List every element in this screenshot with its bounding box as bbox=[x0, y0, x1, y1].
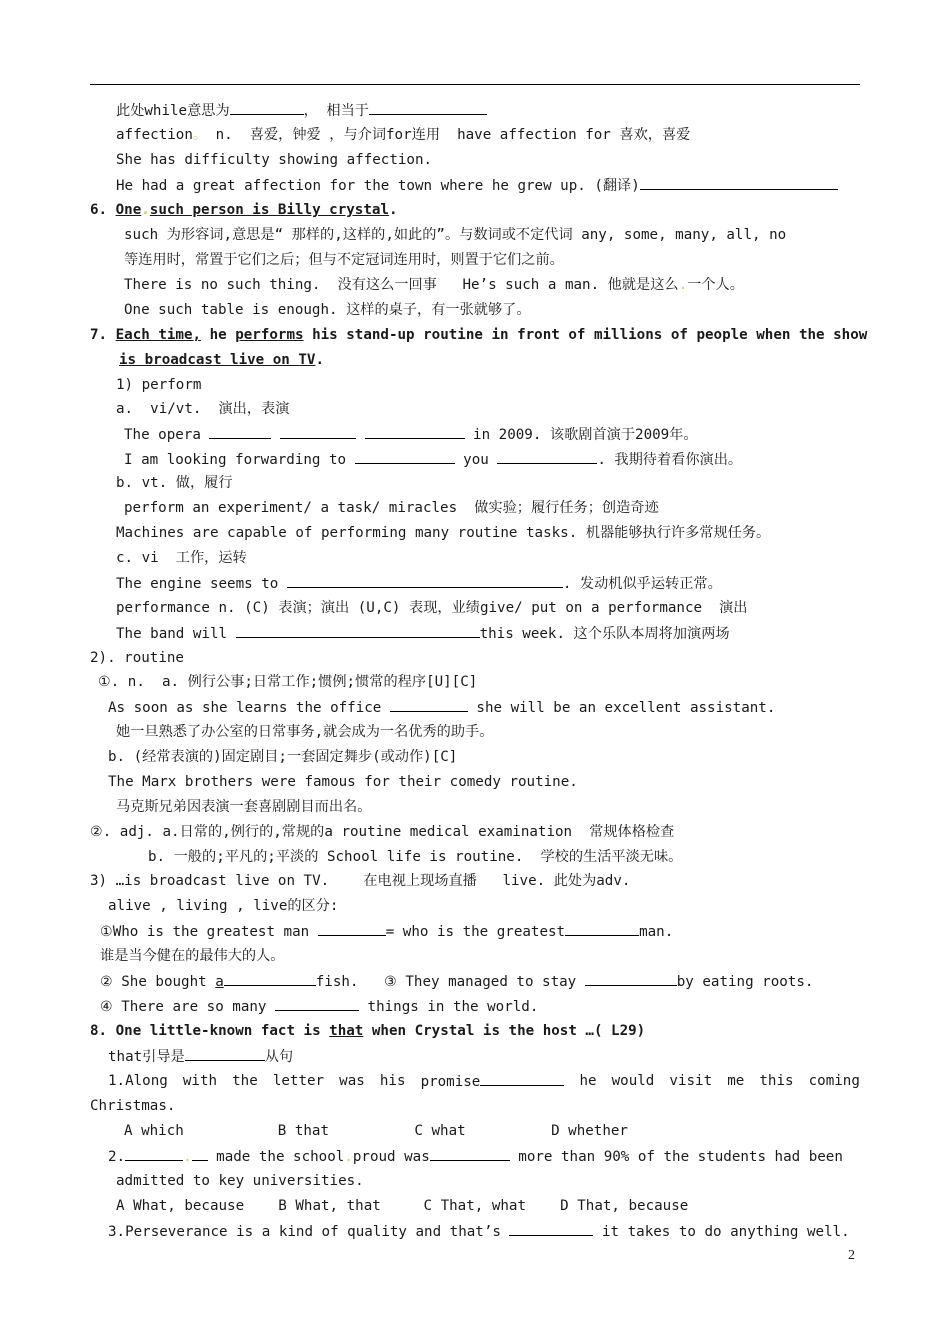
text-line: 她一旦熟悉了办公室的日常事务,就会成为一名优秀的助手。 bbox=[116, 724, 494, 740]
text-line: ①. n. a. 例行公事;日常工作;惯例;惯常的程序[U][C] bbox=[98, 674, 478, 690]
text-line: alive , living , live的区分: bbox=[108, 898, 339, 914]
text-line: performance n. (C) 表演；演出 (U,C) 表现，业绩give/ put on a performance 演出 bbox=[116, 600, 748, 616]
text-line: She has difficulty showing affection. bbox=[116, 152, 433, 168]
text-line: such 为形容词,意思是“ 那样的,这样的,如此的”。与数词或不定代词 any, some, many, all, no bbox=[124, 227, 787, 243]
text-line: Christmas. bbox=[90, 1098, 176, 1114]
text-line: The band will this week. 这个乐队本周将加演两场 bbox=[116, 623, 730, 644]
text-line: As soon as she learns the office she will be an excellent assistant. bbox=[108, 697, 775, 718]
text-line: The Marx brothers were famous for their comedy routine. bbox=[108, 774, 578, 790]
text-line: 马克斯兄弟因表演一套喜剧剧目而出名。 bbox=[116, 799, 372, 815]
header-rule bbox=[90, 84, 860, 85]
question-line: 2. . made the school.proud was more than 90% of the students had been bbox=[108, 1146, 843, 1167]
item-heading: 8. One little-known fact is that when Crystal is the host …( L29) bbox=[90, 1023, 646, 1039]
text-line: 等连用时，常置于它们之后；但与不定冠词连用时，则置于它们之前。 bbox=[124, 252, 564, 268]
text-line: The engine seems to . 发动机似乎运转正常。 bbox=[116, 573, 722, 594]
text-line: perform an experiment/ a task/ miracles 做实验；履行任务；创造奇迹 bbox=[124, 500, 659, 516]
text-line: affection。 n. 喜爱，钟爱 ，与介词for连用 have affection for 喜欢，喜爱 bbox=[116, 127, 691, 143]
text-line: ④ There are so many things in the world. bbox=[100, 996, 538, 1017]
text-line: ②. adj. a.日常的,例行的,常规的a routine medical examination 常规体格检查 bbox=[90, 824, 675, 840]
answer-options: A which B that C what D whether bbox=[124, 1123, 628, 1139]
text-line: 3) …is broadcast live on TV. 在电视上现场直播 live. 此处为adv. bbox=[90, 873, 631, 889]
page-number: 2 bbox=[848, 1248, 855, 1263]
text-line: 谁是当今健在的最伟大的人。 bbox=[100, 948, 285, 964]
question-line: 1.Along with the letter was his promise he would visit me this coming bbox=[108, 1073, 860, 1090]
text-line: b. (经常表演的)固定剧目;一套固定舞步(或动作)[C] bbox=[108, 749, 458, 765]
answer-options: A What, because B What, that C That, what D That, because bbox=[116, 1198, 689, 1214]
text-line: 1) perform bbox=[116, 377, 202, 393]
text-line: Machines are capable of performing many routine tasks. 机器能够执行许多常规任务。 bbox=[116, 525, 771, 541]
text-line: b. vt. 做，履行 bbox=[116, 475, 233, 491]
text-line: He had a great affection for the town where he grew up. (翻译) bbox=[116, 175, 838, 196]
text-line: ①Who is the greatest man = who is the greatest man. bbox=[100, 921, 673, 942]
text-line: 2). routine bbox=[90, 650, 184, 666]
text-line: ② She bought a fish. ③ They managed to stay by eating roots. bbox=[100, 971, 813, 992]
text-line: a. vi/vt. 演出，表演 bbox=[116, 401, 290, 417]
item-heading: is broadcast live on TV. bbox=[119, 352, 325, 368]
item-heading: 7. Each time, he performs his stand-up routine in front of millions of people when the show bbox=[90, 327, 868, 343]
text-line: that引导是 从句 bbox=[108, 1046, 293, 1067]
text-line: 此处while意思为 ， 相当于 bbox=[116, 100, 487, 121]
text-line: admitted to key universities. bbox=[116, 1173, 364, 1189]
text-line: I am looking forwarding to you . 我期待着看你演出。 bbox=[124, 449, 742, 470]
text-line: One such table is enough. 这样的桌子，有一张就够了。 bbox=[124, 302, 531, 318]
text-line: The opera in 2009. 该歌剧首演于2009年。 bbox=[124, 424, 698, 445]
text-line: There is no such thing. 没有这么一回事 He’s such a man. 他就是这么.一个人。 bbox=[124, 277, 744, 293]
text-line: b. 一般的;平凡的;平淡的 School life is routine. 学校的生活平淡无味。 bbox=[148, 849, 683, 865]
item-heading: 6. One.such person is Billy crystal. bbox=[90, 202, 398, 218]
question-line: 3.Perseverance is a kind of quality and that’s it takes to do anything well. bbox=[108, 1221, 850, 1242]
text-line: c. vi 工作，运转 bbox=[116, 550, 247, 566]
